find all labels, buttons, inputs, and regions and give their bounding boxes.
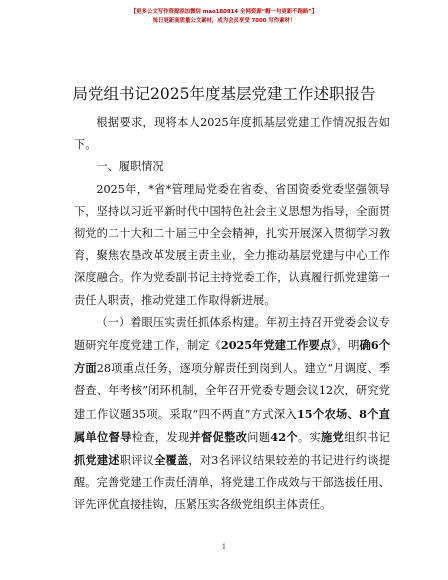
document-body xyxy=(74,112,390,517)
text-segment: 职评议 xyxy=(119,454,155,468)
paragraph-1: 2025年，*省*管理局党委在省委、省国资委党委坚强领导下，坚持以习近平新时代中国特色社会主义思想为指导，全面贯彻党的二十大和二十届三中全会精神，扎实开展深入贯彻学习教育，聚焦农垦改革发展主责主业，全力推动基层党建与中心工作深度融合。作为党委副书记主持党委工作，认真履行抓党建第一责任人职责，推动党建工作取得新进展。 xyxy=(74,182,390,307)
bold-text-segment: 确6个方面 xyxy=(74,338,390,376)
text-segment: 问题 xyxy=(247,430,271,444)
text-segment: 。实 xyxy=(297,430,321,444)
bold-text-segment: 抓党建述 xyxy=(74,453,120,468)
section-heading-1: 一、履职情况 xyxy=(96,160,164,174)
bold-text-segment: 2025年党建工作要点 xyxy=(220,338,332,353)
page-number: 1 xyxy=(221,543,227,551)
bold-text-segment: 42个 xyxy=(270,429,298,444)
bold-text-segment: 并督促整改 xyxy=(189,429,248,444)
text-segment: 》，明 xyxy=(331,339,360,353)
document-title: 局党组书记2025年度基层党建工作述职报告 xyxy=(72,85,376,103)
promo-banner-line-2: 每日更新高质量公文素材，成为会员享受 7000 写作素材！ xyxy=(152,18,296,24)
bold-text-segment: 施党 xyxy=(321,429,345,444)
bold-text-segment: 15个农场、8个直属单位督导 xyxy=(74,406,390,444)
text-segment: 检查，发现 xyxy=(131,430,190,444)
promo-banner xyxy=(0,8,448,26)
intro-paragraph: 根据要求，现将本人2025年度抓基层党建工作情况报告如下。 xyxy=(74,116,390,152)
text-segment: 28项重点任务，逐项分解责任到岗到人。建立“月调度、季督查、年考核”闭环机制，全年召开党委专题会议12次，研究党建工作议题35项。采取“四不两直”方式深入 xyxy=(74,362,390,421)
bold-text-segment: 全覆盖 xyxy=(154,453,189,468)
text-segment: （一）着眼压实责任抓体系构建。年初主持召开党委会议专题研究年度党建工作，制定《 xyxy=(74,315,390,353)
text-segment: ，对3名评议结果较差的书记进行约谈提醒。完善党建工作责任清单，将党建工作成效与干部选拔任用、评先评优直接挂钩，压紧压实各级党组织主体责任。 xyxy=(74,454,390,512)
promo-banner-line-1: 【更多公文写作资源添加微信 mao180914 全网资源“帽一句更新不跑路”】 xyxy=(130,9,318,15)
paragraph-2 xyxy=(74,312,390,517)
text-segment: 组织书记 xyxy=(344,430,390,444)
